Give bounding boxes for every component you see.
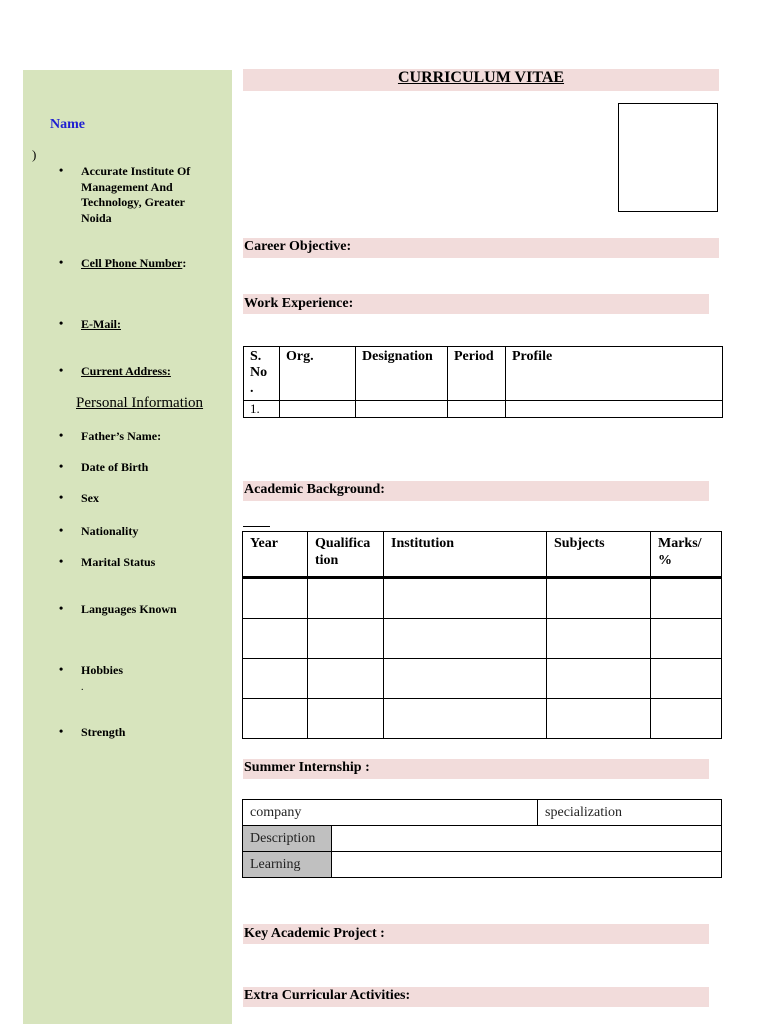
institute-text: Accurate Institute Of Management And Technology, Greater Noida (81, 164, 191, 225)
summer-internship-heading: Summer Internship : (244, 760, 370, 775)
bullet-icon: • (59, 459, 64, 473)
header-marks: Marks/ % (651, 532, 722, 578)
bullet-icon: • (59, 316, 64, 330)
name-label: Name (50, 117, 85, 132)
table-header-row (243, 532, 722, 578)
bullet-icon: • (59, 363, 64, 377)
hobbies-label: Hobbies (81, 663, 124, 677)
header-subjects: Subjects (547, 532, 651, 578)
header-profile: Profile (506, 347, 723, 401)
cell-profile (506, 401, 723, 418)
internship-table (242, 799, 722, 878)
work-experience-table (243, 346, 723, 418)
cell-designation (356, 401, 448, 418)
table-row (243, 852, 722, 878)
divider (243, 526, 270, 527)
fathers-name-label: Father’s Name: (81, 429, 162, 443)
current-address-label: Current Address: (81, 364, 171, 378)
academic-background-heading: Academic Background: (244, 482, 385, 497)
cell-sno: 1. (244, 401, 280, 418)
languages-label: Languages Known (81, 602, 177, 616)
academic-table (242, 531, 722, 739)
key-project-heading: Key Academic Project : (244, 926, 385, 941)
description-cell: Description (243, 826, 332, 852)
photo-placeholder (618, 103, 718, 212)
career-objective-heading: Career Objective: (244, 239, 352, 254)
table-row (243, 826, 722, 852)
cell-period (448, 401, 506, 418)
bullet-icon: • (59, 554, 64, 568)
header-designation: Designation (356, 347, 448, 401)
specialization-cell: specialization (538, 800, 722, 826)
nationality-label: Nationality (81, 524, 139, 538)
bullet-icon: • (59, 163, 64, 177)
page-title: CURRICULUM VITAE (243, 69, 719, 91)
paren-mark: ) (32, 147, 37, 162)
header-period: Period (448, 347, 506, 401)
table-row (243, 578, 722, 619)
cell-org (280, 401, 356, 418)
table-row (244, 401, 723, 418)
table-row (243, 699, 722, 739)
header-institution: Institution (384, 532, 547, 578)
learning-cell: Learning (243, 852, 332, 878)
bullet-icon: • (59, 255, 64, 269)
work-experience-heading: Work Experience: (244, 296, 354, 311)
email-label: E-Mail: (81, 317, 121, 331)
dob-label: Date of Birth (81, 460, 149, 474)
strength-label: Strength (81, 725, 126, 739)
header-sno: S. No . (244, 347, 280, 401)
bullet-icon: • (59, 523, 64, 537)
extra-curricular-heading: Extra Curricular Activities: (244, 988, 411, 1003)
personal-info-heading: Personal Information (76, 395, 204, 411)
bullet-icon: • (59, 601, 64, 615)
header-org: Org. (280, 347, 356, 401)
cell-phone-label: Cell Phone Number: (81, 256, 187, 270)
table-header-row (244, 347, 723, 401)
table-row (243, 619, 722, 659)
table-row (243, 659, 722, 699)
sex-label: Sex (81, 491, 99, 505)
hobbies-dot: . (81, 682, 84, 693)
bullet-icon: • (59, 662, 64, 676)
bullet-icon: • (59, 428, 64, 442)
header-qualification: Qualifica tion (308, 532, 384, 578)
company-cell: company (243, 800, 538, 826)
bullet-icon: • (59, 490, 64, 504)
bullet-icon: • (59, 724, 64, 738)
marital-status-label: Marital Status (81, 555, 156, 569)
header-year: Year (243, 532, 308, 578)
table-row (243, 800, 722, 826)
